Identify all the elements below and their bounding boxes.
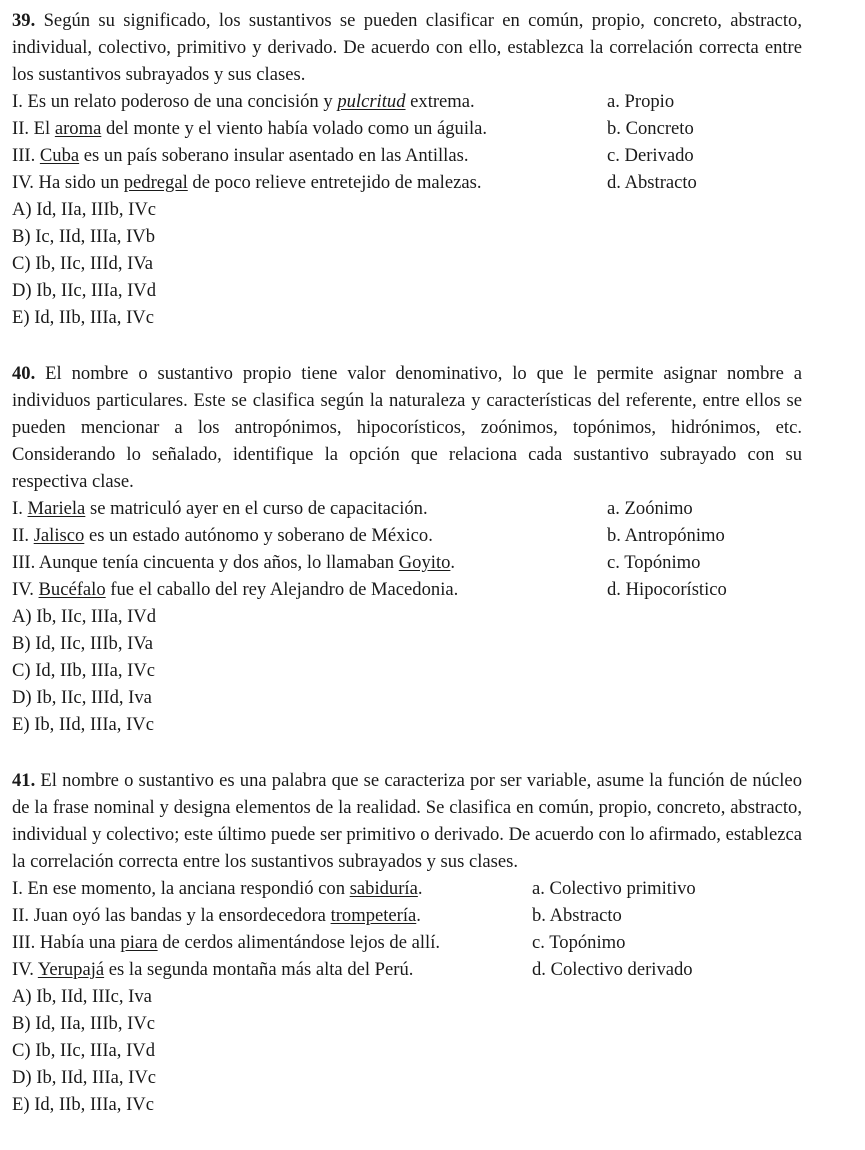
question-stem	[12, 7, 802, 88]
class-option: c. Topónimo	[532, 932, 626, 953]
answer-option-b[interactable]: B) Id, IIa, IIIb, IVc	[12, 1013, 156, 1034]
underlined-noun: Goyito	[398, 552, 451, 573]
underlined-noun: Cuba	[39, 145, 80, 166]
underlined-noun: trompetería	[330, 905, 417, 926]
answer-option-e[interactable]: E) Id, IIb, IIIa, IVc	[12, 1094, 154, 1115]
statement-row: IV. Ha sido un pedregal de poco relieve entretejido de malezas. d. Abstracto	[12, 169, 802, 196]
question-stem	[12, 767, 802, 875]
underlined-noun: pulcritud	[337, 91, 406, 112]
class-option: c. Derivado	[607, 145, 694, 166]
answer-option-c[interactable]: C) Id, IIb, IIIa, IVc	[12, 660, 156, 681]
statement-row: II. Juan oyó las bandas y la ensordecedora trompetería. b. Abstracto	[12, 902, 802, 929]
answer-option-d[interactable]: D) Ib, IId, IIIa, IVc	[12, 1067, 157, 1088]
underlined-noun: aroma	[54, 118, 102, 139]
statement-row: III. Había una piara de cerdos alimentándose lejos de allí. c. Topónimo	[12, 929, 802, 956]
statement-row: II. Jalisco es un estado autónomo y soberano de México. b. Antropónimo	[12, 522, 802, 549]
question-text: El nombre o sustantivo propio tiene valor denominativo, lo que le permite asignar nombre a individuos particulares. Este se clasifica según la naturaleza y características del referente, entre ellos se pueden mencionar a los antropónimos, hipocorísticos, zoónimos, topónimos, hidrónimos, etc. Considerando lo señalado, identifique la opción que relaciona cada sustantivo subrayado con su respectiva clase.	[12, 363, 802, 492]
answer-option-c[interactable]: C) Ib, IIc, IIIa, IVd	[12, 1040, 156, 1061]
question-number: 41.	[12, 770, 36, 791]
class-option: a. Zoónimo	[607, 498, 693, 519]
class-option: a. Colectivo primitivo	[532, 878, 696, 899]
statement-row: I. Es un relato poderoso de una concisión y pulcritud extrema. a. Propio	[12, 88, 802, 115]
statement-row: III. Aunque tenía cincuenta y dos años, lo llamaban Goyito. c. Topónimo	[12, 549, 802, 576]
class-option: b. Antropónimo	[607, 525, 725, 546]
question-40	[12, 360, 802, 738]
answer-option-e[interactable]: E) Id, IIb, IIIa, IVc	[12, 307, 154, 328]
question-text: El nombre o sustantivo es una palabra que se caracteriza por ser variable, asume la función de núcleo de la frase nominal y designa elementos de la realidad. Se clasifica en común, propio, concreto, abstracto, individual y colectivo; este último puede ser primitivo o derivado. De acuerdo con lo afirmado, establezca la correlación correcta entre los sustantivos subrayados y sus clases.	[12, 770, 802, 872]
question-number: 40.	[12, 363, 36, 384]
question-39	[12, 7, 802, 331]
question-number: 39.	[12, 10, 36, 31]
statement-row: I. En ese momento, la anciana respondió con sabiduría. a. Colectivo primitivo	[12, 875, 802, 902]
answer-option-d[interactable]: D) Ib, IIc, IIId, Iva	[12, 687, 152, 708]
answer-option-a[interactable]: A) Id, IIa, IIIb, IVc	[12, 199, 157, 220]
class-option: d. Colectivo derivado	[532, 959, 693, 980]
underlined-noun: piara	[120, 932, 158, 953]
statement-row: IV. Yerupajá es la segunda montaña más alta del Perú. d. Colectivo derivado	[12, 956, 802, 983]
question-41	[12, 767, 802, 1118]
underlined-noun: pedregal	[123, 172, 188, 193]
statement-row: I. Mariela se matriculó ayer en el curso de capacitación. a. Zoónimo	[12, 495, 802, 522]
underlined-noun: Bucéfalo	[38, 579, 106, 600]
question-stem	[12, 360, 802, 495]
statement-row: II. El aroma del monte y el viento había volado como un águila. b. Concreto	[12, 115, 802, 142]
underlined-noun: Yerupajá	[37, 959, 105, 980]
class-option: a. Propio	[607, 91, 675, 112]
class-option: b. Abstracto	[532, 905, 622, 926]
answer-option-a[interactable]: A) Ib, IIc, IIIa, IVd	[12, 606, 157, 627]
underlined-noun: Mariela	[27, 498, 86, 519]
answer-option-e[interactable]: E) Ib, IId, IIIa, IVc	[12, 714, 154, 735]
class-option: d. Hipocorístico	[607, 579, 727, 600]
class-option: b. Concreto	[607, 118, 694, 139]
underlined-noun: Jalisco	[33, 525, 85, 546]
statement-row: III. Cuba es un país soberano insular asentado en las Antillas. c. Derivado	[12, 142, 802, 169]
statement-row: IV. Bucéfalo fue el caballo del rey Alejandro de Macedonia. d. Hipocorístico	[12, 576, 802, 603]
class-option: c. Topónimo	[607, 552, 701, 573]
answer-option-b[interactable]: B) Id, IIc, IIIb, IVa	[12, 633, 153, 654]
answer-option-d[interactable]: D) Ib, IIc, IIIa, IVd	[12, 280, 157, 301]
class-option: d. Abstracto	[607, 172, 697, 193]
underlined-noun: sabiduría	[349, 878, 418, 899]
answer-option-c[interactable]: C) Ib, IIc, IIId, IVa	[12, 253, 153, 274]
answer-option-a[interactable]: A) Ib, IId, IIIc, Iva	[12, 986, 152, 1007]
question-text: Según su significado, los sustantivos se pueden clasificar en común, propio, concreto, abstracto, individual, colectivo, primitivo y derivado. De acuerdo con ello, establezca la correlación correcta entre los sustantivos subrayados y sus clases.	[12, 10, 802, 85]
answer-option-b[interactable]: B) Ic, IId, IIIa, IVb	[12, 226, 156, 247]
